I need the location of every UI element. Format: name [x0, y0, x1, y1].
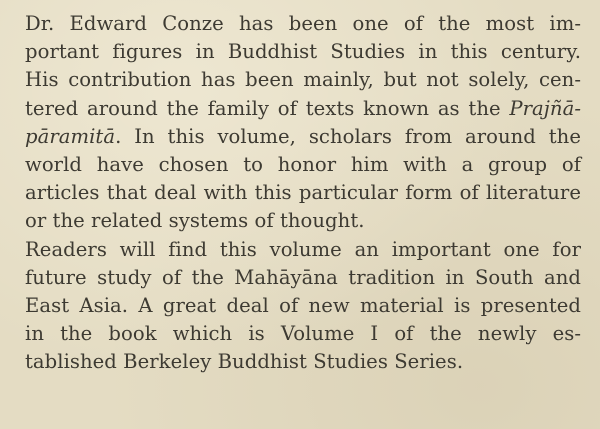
text-segment: . In this volume, scholars from around the	[115, 124, 581, 148]
text-line-content: His contribution has been mainly, but not solely, cen-	[25, 68, 581, 92]
text-line-content: East Asia. A great deal of new material is presented	[25, 293, 581, 317]
text-line-content: future study of the Mahāyāna tradition in South and	[25, 265, 581, 289]
text-line	[25, 320, 581, 348]
text-line-content	[25, 97, 581, 120]
paragraph-conze-introduction	[25, 10, 581, 236]
text-line	[25, 179, 581, 207]
italic-title-prajna: Prajñā-	[509, 96, 581, 120]
text-line-content: in the book which is Volume I of the newly es-	[25, 322, 581, 346]
text-line	[25, 236, 581, 264]
text-line-content: or the related systems of thought.	[25, 209, 365, 233]
text-line-content: Dr. Edward Conze has been one of the most im-	[25, 12, 581, 35]
text-line-content: world have chosen to honor him with a group of	[25, 152, 581, 176]
text-line	[25, 151, 581, 179]
text-line	[25, 95, 581, 123]
text-line-content	[25, 125, 581, 148]
text-line	[25, 207, 581, 235]
paragraph-readers-volume	[25, 236, 581, 377]
text-line	[25, 264, 581, 292]
text-segment: tered around the family of texts known as the	[25, 96, 510, 120]
text-line-content: tablished Berkeley Buddhist Studies Series.	[25, 350, 464, 374]
text-line	[25, 10, 581, 38]
text-line	[25, 348, 581, 376]
italic-title-paramita: pāramitā	[25, 124, 116, 148]
text-line-content: Readers will find this volume an important one for	[25, 237, 581, 261]
text-line	[25, 292, 581, 320]
text-line-content: portant figures in Buddhist Studies in this century.	[25, 40, 581, 64]
text-line-content: articles that deal with this particular form of literature	[25, 181, 581, 205]
text-line	[25, 66, 581, 94]
text-line	[25, 38, 581, 66]
text-line	[25, 123, 581, 151]
